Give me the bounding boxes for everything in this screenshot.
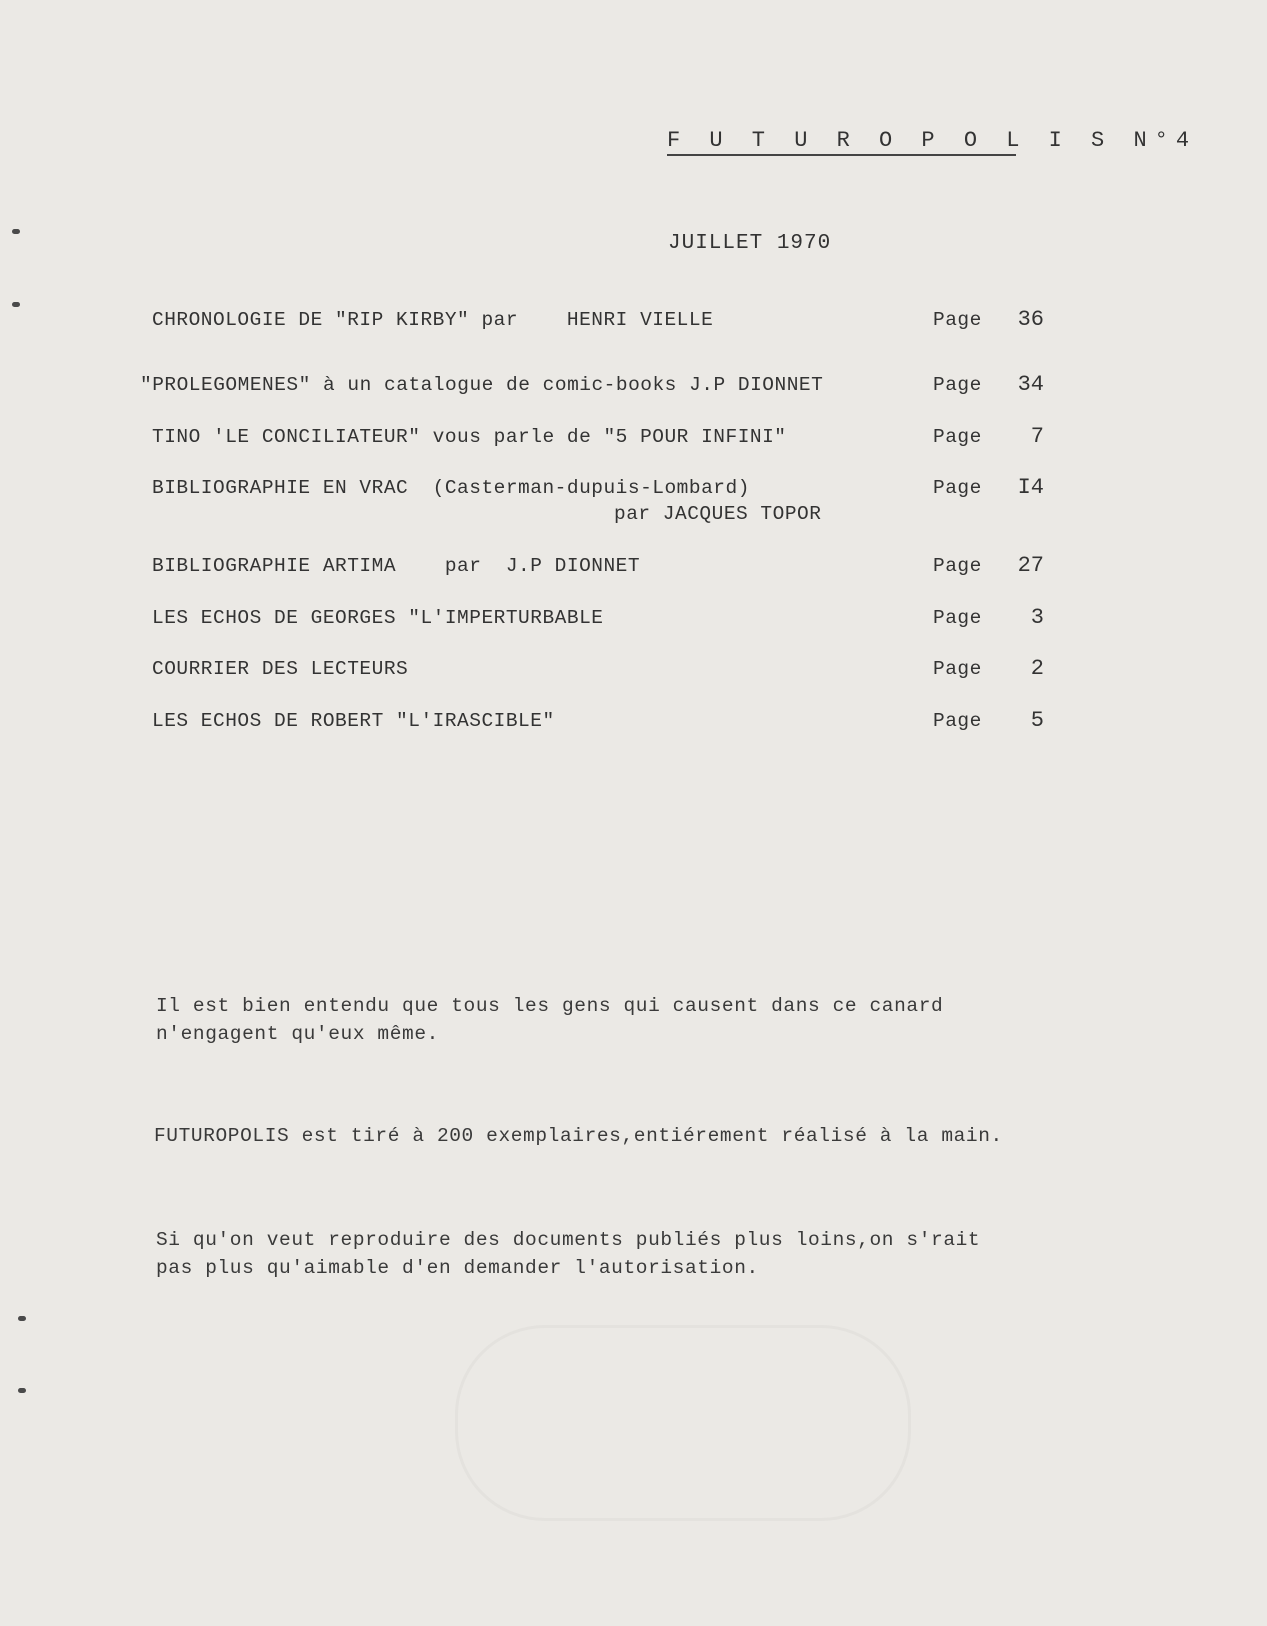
toc-page-number: 36 (1017, 307, 1044, 332)
toc-page-label: Page (933, 607, 982, 629)
disclaimer-line: Il est bien entendu que tous les gens qui causent dans ce canard (156, 995, 944, 1017)
punch-hole-mark (12, 229, 20, 234)
toc-entry-text: "PROLEGOMENES" à un catalogue de comic-books J.P DIONNET (140, 374, 824, 396)
toc-page-label: Page (933, 555, 982, 577)
punch-hole-mark (18, 1388, 26, 1393)
toc-page-label: Page (933, 658, 982, 680)
toc-page-number: 34 (1017, 372, 1044, 397)
toc-entry-text: CHRONOLOGIE DE "RIP KIRBY" par HENRI VIELLE (152, 309, 714, 331)
toc-entry-text: TINO 'LE CONCILIATEUR" vous parle de "5 POUR INFINI" (152, 426, 787, 448)
title-underline (667, 154, 1016, 156)
toc-page-number: 2 (1030, 656, 1044, 681)
toc-page-number: 7 (1030, 424, 1044, 449)
disclaimer-line: n'engagent qu'eux même. (156, 1023, 439, 1045)
print-run-note: FUTUROPOLIS est tiré à 200 exemplaires,entiérement réalisé à la main. (154, 1125, 1003, 1147)
toc-entry-text: LES ECHOS DE ROBERT "L'IRASCIBLE" (152, 710, 555, 732)
punch-hole-mark (18, 1316, 26, 1321)
toc-page-label: Page (933, 477, 982, 499)
reproduction-note-line: pas plus qu'aimable d'en demander l'autorisation. (156, 1257, 759, 1279)
toc-entry-text: LES ECHOS DE GEORGES "L'IMPERTURBABLE (152, 607, 604, 629)
issue-date: JUILLET 1970 (668, 232, 832, 255)
toc-page-number: 27 (1017, 553, 1044, 578)
toc-page-label: Page (933, 309, 982, 331)
toc-page-number: I4 (1017, 475, 1044, 500)
faint-stamp-shadow (455, 1325, 911, 1521)
toc-entry-text: BIBLIOGRAPHIE ARTIMA par J.P DIONNET (152, 555, 641, 577)
reproduction-note-line: Si qu'on veut reproduire des documents publiés plus loins,on s'rait (156, 1229, 981, 1251)
page-title: F U T U R O P O L I S N°4 (667, 128, 1198, 153)
toc-page-label: Page (933, 426, 982, 448)
toc-page-number: 5 (1030, 708, 1044, 733)
toc-page-number: 3 (1030, 605, 1044, 630)
toc-entry-text: BIBLIOGRAPHIE EN VRAC (Casterman-dupuis-Lombard) (152, 477, 750, 499)
toc-page-label: Page (933, 710, 982, 732)
punch-hole-mark (12, 302, 20, 307)
toc-entry-text: COURRIER DES LECTEURS (152, 658, 409, 680)
toc-entry-author: par JACQUES TOPOR (614, 503, 822, 525)
toc-page-label: Page (933, 374, 982, 396)
